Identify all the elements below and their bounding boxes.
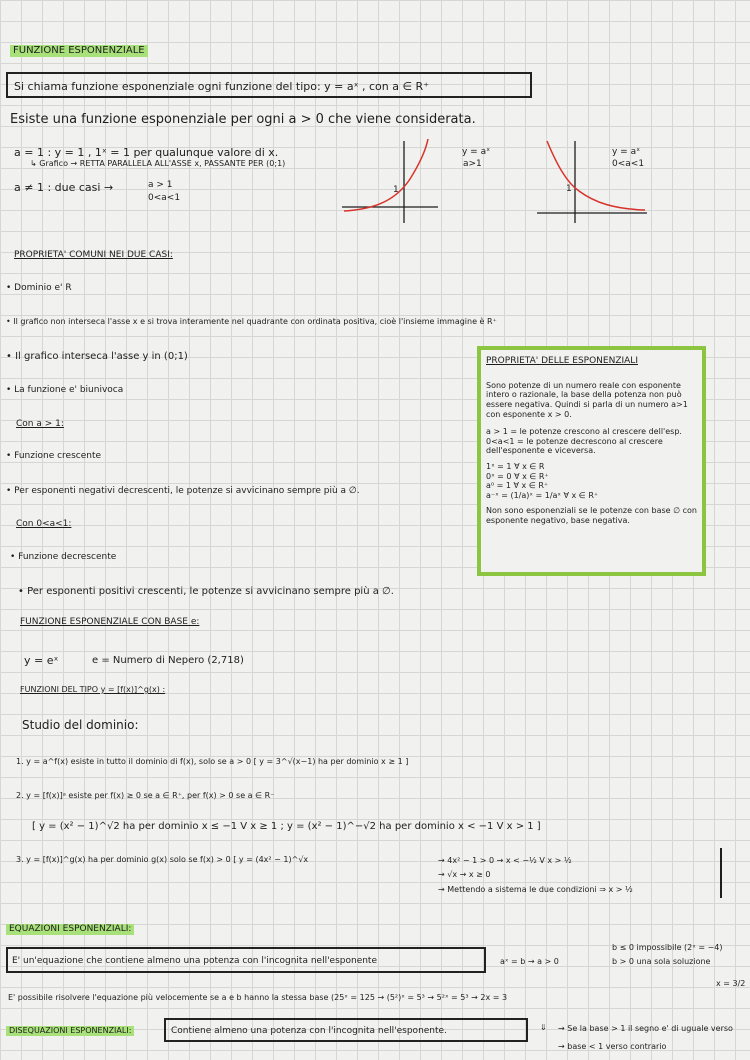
base-e-title: FUNZIONE ESPONENZIALE CON BASE e: (20, 617, 200, 627)
domain-item-2-example: [ y = (x² − 1)^√2 ha per dominio x ≤ −1 V x ≥ 1 ; y = (x² − 1)^−√2 ha per dominio x < −1 V x > 1 ] (32, 821, 541, 832)
domain-item-3-conclusion: → Mettendo a sistema le due condizioni ⇒ x > ½ (438, 885, 633, 894)
sidebox-formula-4: a⁻ˣ = (1/a)ˣ = 1/aˣ ∀ x ∈ R⁺ (486, 490, 599, 500)
equations-title: EQUAZIONI ESPONENZIALI: (6, 924, 134, 935)
exists-line: Esiste una funzione esponenziale per ogni a > 0 che viene considerata. (10, 112, 476, 127)
equation-same-base: E' possibile risolvere l'equazione più velocemente se a e b hanno la stessa base (25ˣ = 125 → (5²)ˣ = 5³ → 5²ˣ = 5³ → 2x = 3 (8, 993, 508, 1002)
prop-domain: • Dominio e' R (6, 283, 72, 293)
definition-box (6, 72, 532, 98)
domain-item-3-bracket (720, 848, 722, 898)
prop-increasing: • Funzione crescente (6, 451, 102, 461)
sidebox-title: PROPRIETA' DELLE ESPONENZIALI (486, 356, 638, 366)
equation-definition: E' un'equazione che contiene almeno una potenza con l'incognita nell'esponente (12, 956, 377, 966)
graph1-one-label: 1 (393, 185, 399, 195)
inequality-rule-1: → Se la base > 1 il segno e' di uguale verso (558, 1024, 733, 1033)
equation-x-value: x = 3/2 (716, 979, 746, 988)
graph-note: ↳ Grafico → RETTA PARALLELA ALL'ASSE x, PASSANTE PER (0;1) (30, 159, 286, 168)
graph1-label: y = aˣ (462, 147, 491, 157)
inequality-definition: Contiene almeno una potenza con l'incognita nell'esponente. (171, 1026, 447, 1036)
type-title: FUNZIONI DEL TIPO y = [f(x)]^g(x) : (20, 685, 166, 694)
sidebox-formula-1: 1ˣ = 1 ∀ x ∈ R (486, 461, 545, 471)
inequality-definition-box (164, 1018, 528, 1042)
properties-sidebox (477, 346, 706, 576)
con-a-between-0-1: Con 0<a<1: (16, 519, 72, 529)
con-a-greater-1: Con a > 1: (16, 419, 64, 429)
graph2-condition: 0<a<1 (612, 159, 645, 169)
domain-item-2: 2. y = [f(x)]ᵃ esiste per f(x) ≥ 0 se a ∈ R⁺, per f(x) > 0 se a ∈ R⁻ (16, 791, 275, 800)
prop-bijective: • La funzione e' biunivoca (6, 385, 124, 395)
equation-b-gt-0: b > 0 una sola soluzione (612, 957, 711, 966)
base-e-note: e = Numero di Nepero (2,718) (92, 655, 244, 666)
inequalities-title: DISEQUAZIONI ESPONENZIALI: (6, 1026, 134, 1036)
domain-item-1: 1. y = a^f(x) esiste in tutto il dominio di f(x), solo se a > 0 [ y = 3^√(x−1) ha per dominio x ≥ 1 ] (16, 757, 409, 766)
prop-positive-exponents: • Per esponenti positivi crescenti, le potenze si avvicinano sempre più a ∅. (18, 586, 394, 597)
prop-no-intersect: • Il grafico non interseca l'asse x e si trova interamente nel quadrante con ordinata positiva, cioè l'insieme immagine è R⁺ (6, 317, 497, 326)
page-title: FUNZIONE ESPONENZIALE (10, 45, 148, 57)
domain-item-3: 3. y = [f(x)]^g(x) ha per dominio g(x) solo se f(x) > 0 [ y = (4x² − 1)^√x (16, 855, 309, 864)
domain-item-3-cond-b: → √x → x ≥ 0 (438, 870, 491, 879)
inequality-rule-2: → base < 1 verso contrario (558, 1042, 667, 1051)
prop-decreasing: • Funzione decrescente (10, 552, 117, 562)
equation-definition-box (6, 947, 486, 973)
equation-ab: aˣ = b → a > 0 (500, 957, 559, 966)
prop-intersect-y: • Il grafico interseca l'asse y in (0;1) (6, 351, 188, 362)
prop-negative-exponents: • Per esponenti negativi decrescenti, le potenze si avvicinano sempre più a ∅. (6, 486, 360, 496)
base-e-formula: y = eˣ (24, 654, 59, 667)
case-a-equals-1: a = 1 : y = 1 , 1ˣ = 1 per qualunque valore di x. (14, 146, 279, 159)
case-a-not-1: a ≠ 1 : due casi → (14, 181, 114, 194)
sidebox-paragraph-3: Non sono esponenziali se le potenze con base ∅ con esponente negativo, base negativa. (486, 506, 697, 525)
graph2-one-label: 1 (566, 184, 572, 194)
case-a-between-0-1: 0<a<1 (148, 193, 181, 203)
common-properties-title: PROPRIETA' COMUNI NEI DUE CASI: (14, 250, 173, 260)
sidebox-formula-3: a⁰ = 1 ∀ x ∈ R⁺ (486, 481, 549, 491)
case-a-greater-1: a > 1 (148, 180, 173, 190)
graph1-curve (344, 139, 428, 211)
domain-item-3-cond-a: → 4x² − 1 > 0 → x < −½ V x > ½ (438, 856, 572, 865)
graph1-condition: a>1 (463, 159, 482, 169)
sidebox-paragraph-2: a > 1 = le potenze crescono al crescere dell'esp. 0<a<1 = le potenze decrescono al crescere dell'esponente e viceversa. (486, 427, 682, 456)
sidebox-formula-2: 0ˣ = 0 ∀ x ∈ R⁺ (486, 471, 549, 481)
equation-b-le-0: b ≤ 0 impossibile (2ˣ = −4) (612, 943, 723, 952)
definition-text: Si chiama funzione esponenziale ogni funzione del tipo: y = aˣ , con a ∈ R⁺ (14, 80, 430, 93)
graph-increasing (340, 135, 440, 225)
domain-study: Studio del dominio: (22, 718, 139, 732)
graph2-label: y = aˣ (612, 147, 641, 157)
arrow-down-icon: ⇓ (540, 1023, 547, 1032)
sidebox-paragraph-1: Sono potenze di un numero reale con esponente intero o razionale, la base della potenza non può essere negativa. Quindi si parla di un numero a>1 con esponente x > 0. (486, 380, 688, 419)
